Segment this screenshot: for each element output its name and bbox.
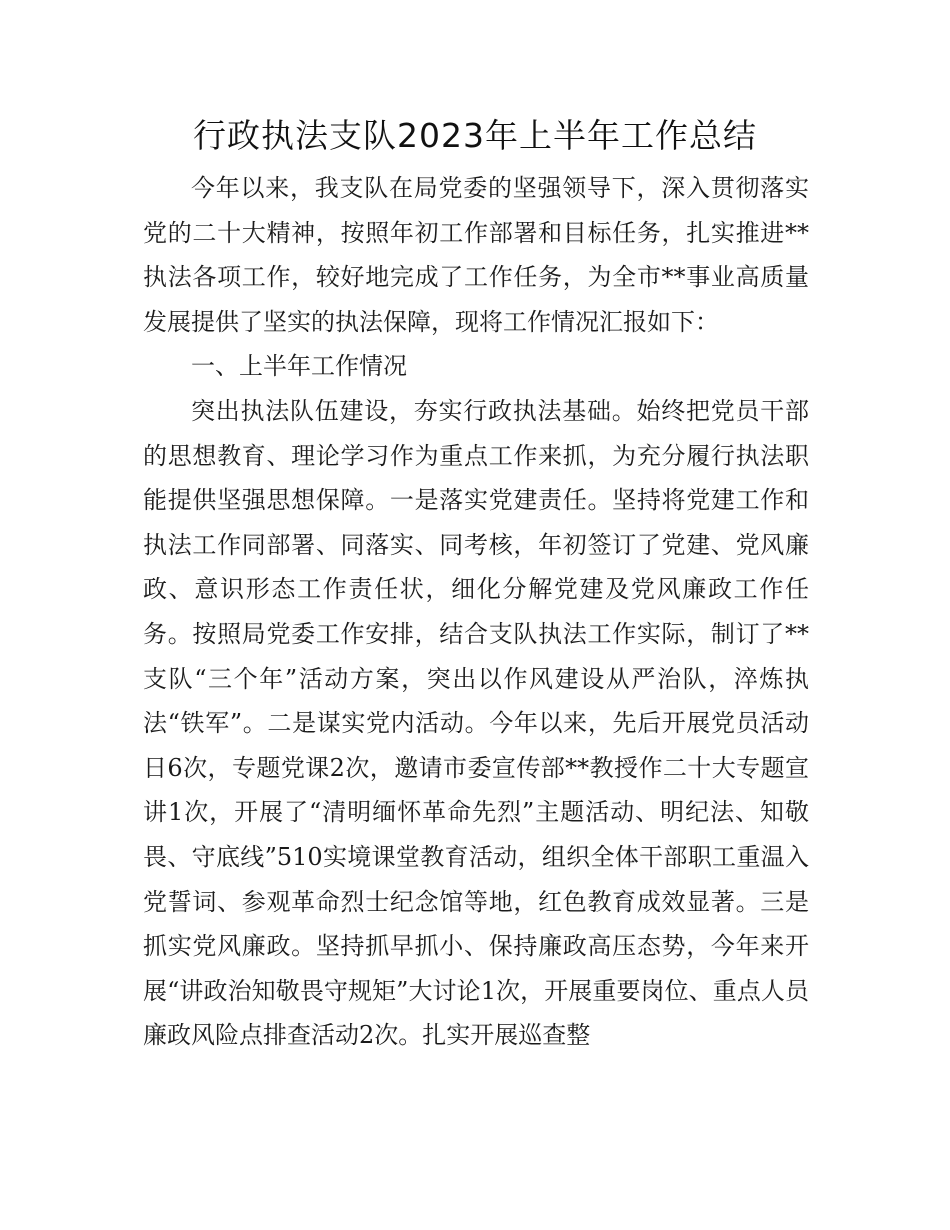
section-paragraph: 突出执法队伍建设，夯实行政执法基础。始终把党员干部的思想教育、理论学习作为重点工作来抓，为充分履行执法职能提供坚强思想保障。一是落实党建责任。坚持将党建工作和执法工作同部署、同落实、同考核，年初签订了党建、党风廉政、意识形态工作责任状，细化分解党建及党风廉政工作任务。按照局党委工作安排，结合支队执法工作实际，制订了**支队“三个年”活动方案，突出以作风建设从严治队，淬炼执法“铁军”。二是谋实党内活动。今年以来，先后开展党员活动日6次，专题党课2次，邀请市委宣传部**教授作二十大专题宣讲1次，开展了“清明缅怀革命先烈”主题活动、明纪法、知敬畏、守底线”510实境课堂教育活动，组织全体干部职工重温入党誓词、参观革命烈士纪念馆等地，红色教育成效显著。三是抓实党风廉政。坚持抓早抓小、保持廉政高压态势，今年来开展“讲政治知敬畏守规矩”大讨论1次，开展重要岗位、重点人员廉政风险点排查活动2次。扎实开展巡查整 [143,396,809,1050]
intro-paragraph: 今年以来，我支队在局党委的坚强领导下，深入贯彻落实党的二十大精神，按照年初工作部署和目标任务，扎实推进**执法各项工作，较好地完成了工作任务，为全市**事业高质量发展提供了坚实的执法保障，现将工作情况汇报如下： [143,174,809,336]
section-heading: 一、上半年工作情况 [191,352,407,381]
document-title: 行政执法支队2023年上半年工作总结 [193,116,757,155]
document-body [143,166,809,1058]
